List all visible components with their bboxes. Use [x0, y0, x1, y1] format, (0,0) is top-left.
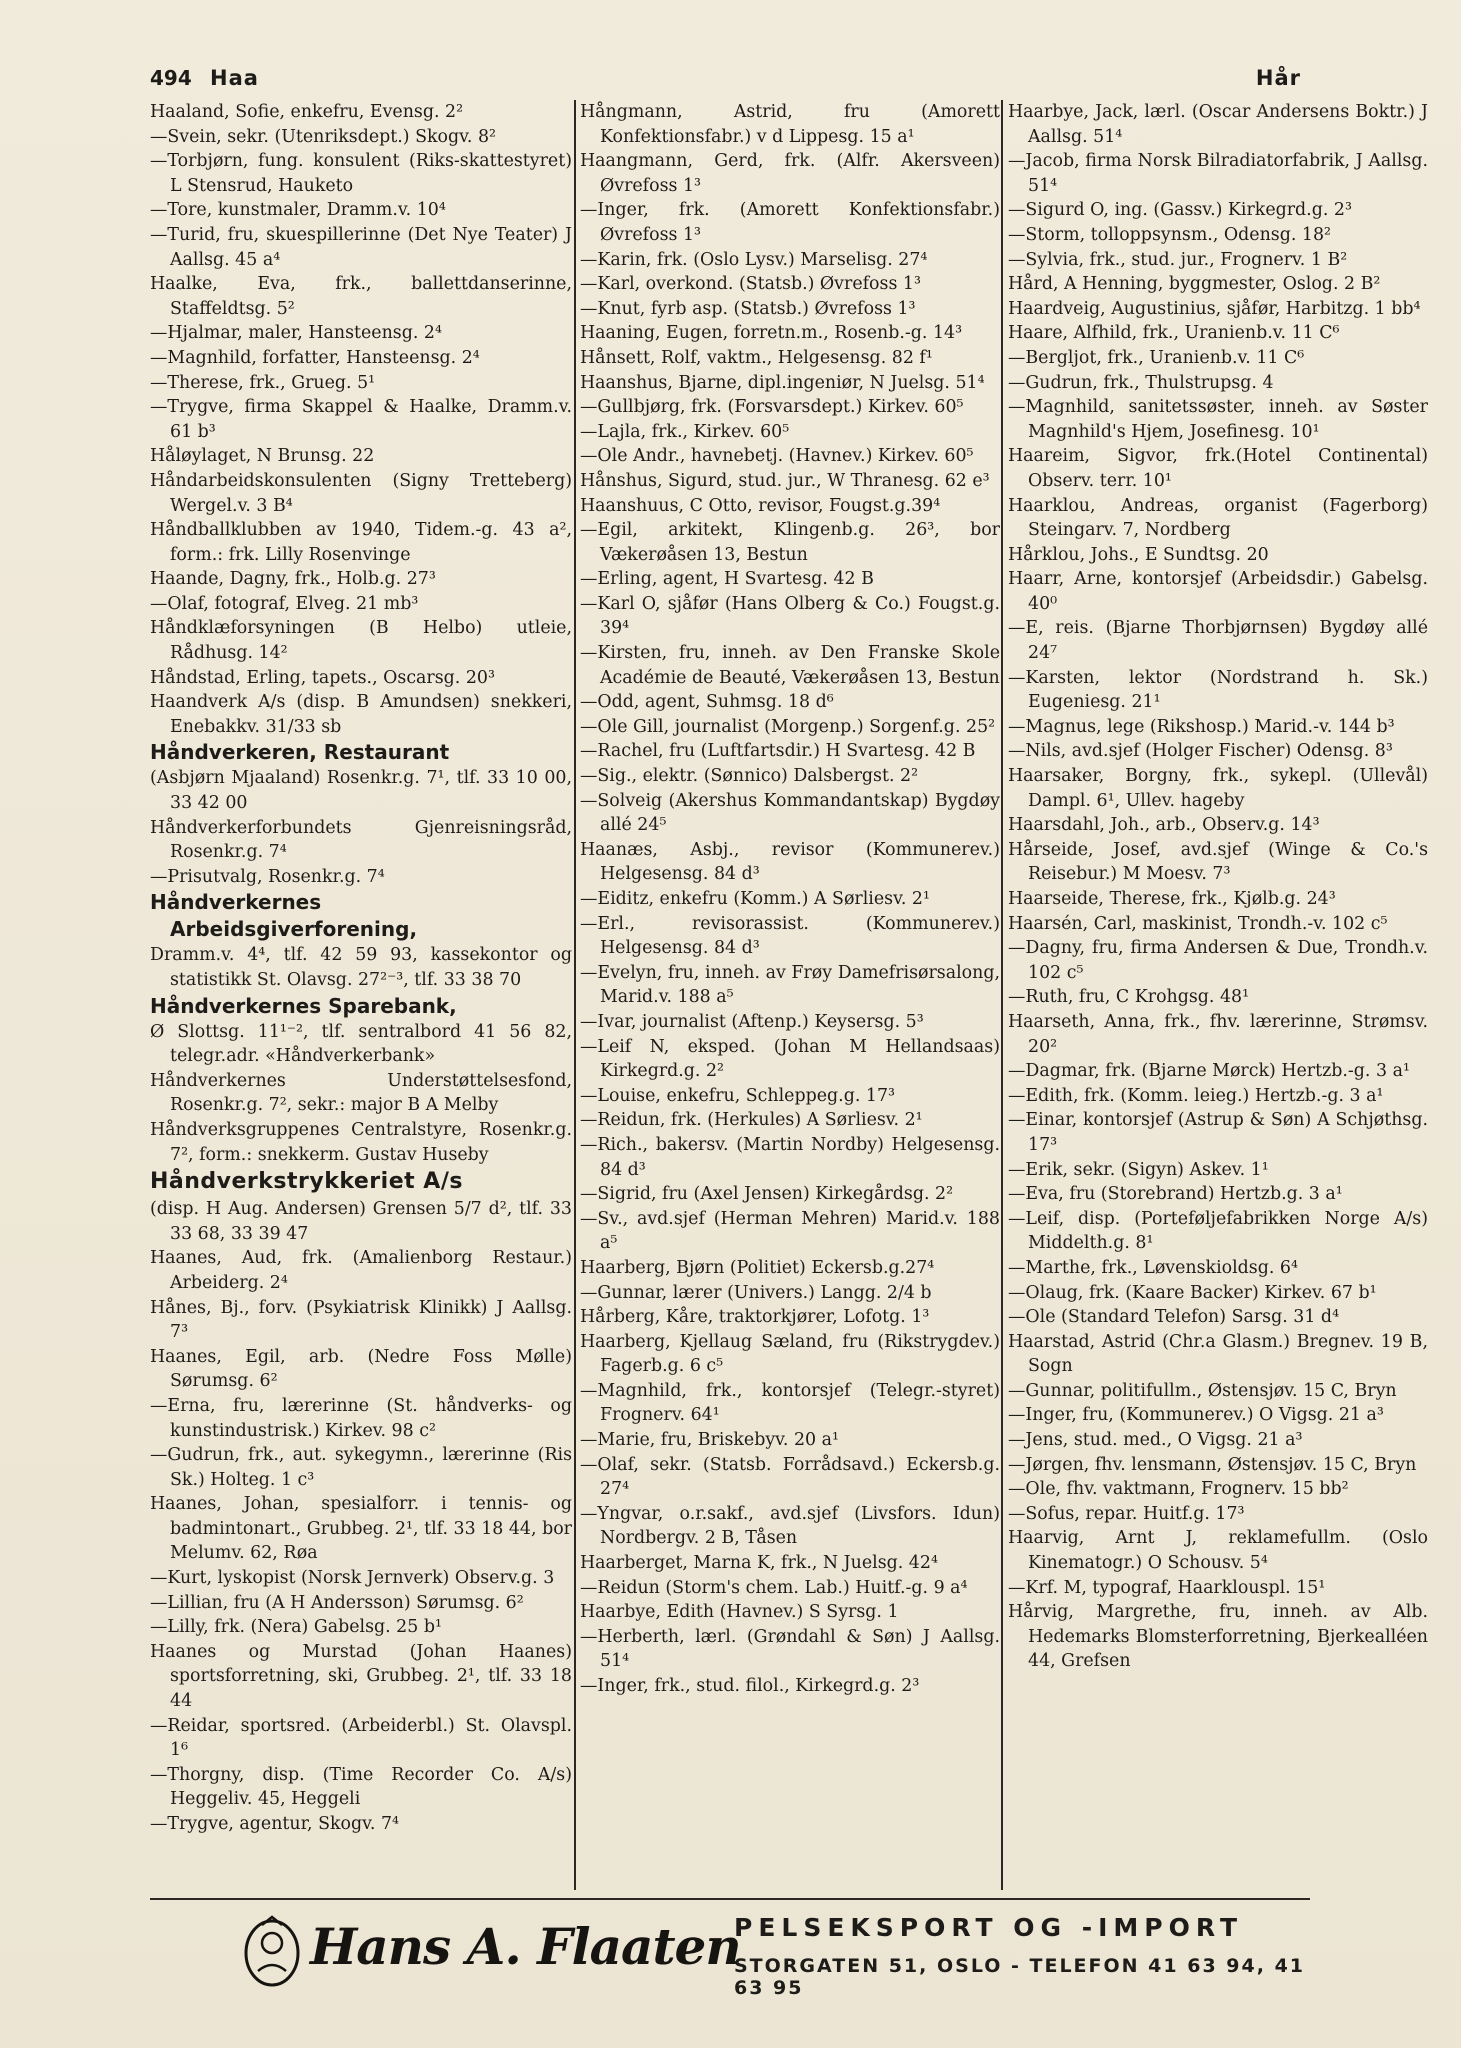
directory-entry: —Sigrid, fru (Axel Jensen) Kirkegårdsg. 2²: [580, 1184, 954, 1205]
directory-entry: —Karin, frk. (Oslo Lysv.) Marselisg. 27⁴: [580, 249, 928, 270]
directory-entry: Håndballklubben av 1940, Tidem.-g. 43 a², form.: frk. Lilly Rosenvinge: [150, 520, 572, 565]
directory-entry: —Tore, kunstmaler, Dramm.v. 10⁴: [150, 200, 446, 221]
directory-columns: [150, 100, 1428, 1895]
advertisement-tagline: PELSEKSPORT OG -IMPORT: [734, 1913, 1244, 1942]
directory-entry: Hård, A Henning, byggmester, Oslog. 2 B²: [1008, 274, 1381, 295]
directory-column-1: [150, 100, 572, 1895]
directory-entry: —Leif, disp. (Porteføljefabrikken Norge A/s) Middelth.g. 8¹: [1008, 1208, 1428, 1254]
directory-entry: —Ole Gill, journalist (Morgenp.) Sorgenf.g. 25²: [580, 716, 996, 737]
directory-entry: —Olaf, fotograf, Elveg. 21 mb³: [150, 593, 419, 614]
directory-entry: Haanes og Murstad (Johan Haanes) sportsforretning, ski, Grubbeg. 2¹, tlf. 33 18 44: [150, 1641, 572, 1712]
advertiser-name: Hans A. Flaaten: [310, 1917, 741, 1976]
directory-entry: —Lilly, frk. (Nera) Gabelsg. 25 b¹: [150, 1617, 442, 1638]
directory-entry: Håndstad, Erling, tapets., Oscarsg. 20³: [150, 667, 495, 688]
directory-entry: Dramm.v. 4⁴, tlf. 42 59 93, kassekontor og statistikk St. Olavsg. 27²⁻³, tlf. 33 38 70: [150, 945, 572, 990]
directory-entry: —Reidun (Storm's chem. Lab.) Huitf.-g. 9 a⁴: [580, 1577, 968, 1598]
directory-entry: —Inger, frk. (Amorett Konfektionsfabr.) Øvrefoss 1³: [580, 200, 1000, 245]
directory-entry: —Leif N, eksped. (Johan M Hellandsaas) Kirkegrd.g. 2²: [580, 1036, 1000, 1082]
directory-entry: —Karsten, lektor (Nordstrand h. Sk.) Eugeniesg. 21¹: [1008, 667, 1428, 713]
directory-entry: —Inger, fru, (Kommunerev.) O Vigsg. 21 a³: [1008, 1405, 1384, 1426]
directory-entry: —Erling, agent, H Svartesg. 42 B: [580, 569, 874, 590]
directory-entry: —Dagmar, frk. (Bjarne Mørck) Hertzb.-g. 3 a¹: [1008, 1061, 1410, 1082]
directory-entry: Haanes, Aud, frk. (Amalienborg Restaur.) Arbeiderg. 2⁴: [150, 1248, 572, 1293]
directory-entry: —Karl O, sjåfør (Hans Olberg & Co.) Fougst.g. 39⁴: [580, 593, 1000, 639]
directory-entry: —Therese, frk., Grueg. 5¹: [150, 372, 376, 393]
directory-entry: —Gudrun, frk., Thulstrupsg. 4: [1008, 372, 1274, 393]
directory-entry: —Torbjørn, fung. konsulent (Riks-skattestyret) L Stensrud, Hauketo: [150, 151, 572, 196]
directory-entry: Hånshus, Sigurd, stud. jur., W Thranesg. 62 e³: [580, 470, 990, 491]
directory-entry: —Eiditz, enkefru (Komm.) A Sørliesv. 2¹: [580, 889, 930, 909]
directory-entry: Haanshus, Bjarne, dipl.ingeniør, N Juelsg. 51⁴: [580, 372, 985, 393]
directory-entry: —Thorgny, disp. (Time Recorder Co. A/s) Heggeliv. 45, Heggeli: [150, 1764, 572, 1810]
directory-entry: Hårvig, Margrethe, fru, inneh. av Alb. Hedemarks Blomsterforretning, Bjerkealléen 44, Grefsen: [1008, 1602, 1428, 1672]
directory-heading: Håndverkeren, Restaurant: [150, 740, 450, 765]
directory-entry: Haarberget, Marna K, frk., N Juelsg. 42⁴: [580, 1553, 938, 1574]
directory-entry: —Trygve, firma Skappel & Haalke, Dramm.v. 61 b³: [150, 397, 572, 442]
directory-entry: —Lillian, fru (A H Andersson) Sørumsg. 6²: [150, 1592, 524, 1613]
directory-entry: Haarberg, Kjellaug Sæland, fru (Rikstrygdev.) Fagerb.g. 6 c⁵: [580, 1331, 1000, 1377]
directory-entry: —Olaug, frk. (Kaare Backer) Kirkev. 67 b¹: [1008, 1282, 1377, 1303]
directory-entry: Håndverksgruppenes Centralstyre, Rosenkr.g. 7², form.: snekkerm. Gustav Huseby: [150, 1119, 572, 1165]
directory-entry: Haalke, Eva, frk., ballettdanserinne, Staffeldtsg. 5²: [150, 274, 572, 319]
directory-heading: Håndverkernes Arbeidsgiverforening,: [150, 890, 418, 942]
directory-entry: —Marie, fru, Briskebyv. 20 a¹: [580, 1430, 839, 1451]
directory-entry: —Dagny, fru, firma Andersen & Due, Trondh.v. 102 c⁵: [1008, 938, 1428, 983]
directory-entry: —E, reis. (Bjarne Thorbjørnsen) Bygdøy allé 24⁷: [1008, 618, 1428, 664]
directory-entry: Hångmann, Astrid, fru (Amorett Konfektionsfabr.) v d Lippesg. 15 a¹: [580, 102, 1000, 147]
directory-entry: —Reidun, frk. (Herkules) A Sørliesv. 2¹: [580, 1110, 923, 1131]
directory-entry: Haarsaker, Borgny, frk., sykepl. (Ullevål) Dampl. 6¹, Ullev. hageby: [1008, 766, 1428, 811]
directory-entry: Håndarbeidskonsulenten (Signy Tretteberg) Wergel.v. 3 B⁴: [150, 470, 572, 516]
directory-entry: —Edith, frk. (Komm. leieg.) Hertzb.-g. 3 a¹: [1008, 1085, 1384, 1106]
directory-entry: —Einar, kontorsjef (Astrup & Søn) A Schjøthsg. 17³: [1008, 1110, 1428, 1155]
directory-entry: —Nils, avd.sjef (Holger Fischer) Odensg. 8³: [1008, 741, 1393, 762]
directory-entry: Haanæs, Asbj., revisor (Kommunerev.) Helgesensg. 84 d³: [580, 839, 1000, 885]
advertisement-address: STORGATEN 51, OSLO - TELEFON 41 63 94, 41 63 95: [734, 1955, 1306, 1999]
running-head: [150, 66, 1301, 96]
directory-entry: —Erna, fru, lærerinne (St. håndverks- og kunstindustrisk.) Kirkev. 98 c²: [150, 1395, 572, 1441]
directory-entry: —Olaf, sekr. (Statsb. Forrådsavd.) Eckersb.g. 27⁴: [580, 1454, 1000, 1500]
directory-entry: Haanes, Egil, arb. (Nedre Foss Mølle) Sørumsg. 6²: [150, 1346, 572, 1392]
directory-heading: Håndverkernes Sparebank,: [150, 993, 457, 1018]
directory-column-2: [580, 100, 1000, 1895]
directory-entry: —Inger, frk., stud. filol., Kirkegrd.g. 2³: [580, 1676, 920, 1696]
directory-entry: —Lajla, frk., Kirkev. 60⁵: [580, 421, 790, 442]
directory-entry: Hårseide, Josef, avd.sjef (Winge & Co.'s Reisebur.) M Moesv. 7³: [1008, 839, 1428, 885]
directory-entry: —Prisutvalg, Rosenkr.g. 7⁴: [150, 866, 385, 887]
directory-entry: —Louise, enkefru, Schleppeg.g. 17³: [580, 1085, 895, 1106]
directory-entry: Håndklæforsyningen (B Helbo) utleie, Rådhusg. 14²: [150, 618, 572, 664]
directory-entry: —Turid, fru, skuespillerinne (Det Nye Teater) J Aallsg. 45 a⁴: [150, 224, 572, 270]
directory-entry: (Asbjørn Mjaaland) Rosenkr.g. 7¹, tlf. 33 10 00, 33 42 00: [150, 768, 572, 814]
page-number: 494: [150, 66, 192, 90]
directory-entry: —Jørgen, fhv. lensmann, Østensjøv. 15 C, Bryn: [1008, 1454, 1417, 1475]
directory-entry: Haarsén, Carl, maskinist, Trondh.-v. 102 c⁵: [1008, 913, 1388, 934]
directory-entry: —Sofus, repar. Huitf.g. 17³: [1008, 1503, 1245, 1524]
directory-entry: Haarseth, Anna, frk., fhv. lærerinne, Strømsv. 20²: [1008, 1011, 1428, 1057]
directory-entry: Haaland, Sofie, enkefru, Evensg. 2²: [150, 102, 464, 122]
directory-entry: —Knut, fyrb asp. (Statsb.) Øvrefoss 1³: [580, 298, 916, 319]
directory-entry: —Storm, tolloppsynsm., Odensg. 18²: [1008, 224, 1331, 245]
directory-entry: —Gunnar, politifullm., Østensjøv. 15 C, Bryn: [1008, 1380, 1397, 1401]
directory-entry: —Magnus, lege (Rikshosp.) Marid.-v. 144 b³: [1008, 716, 1395, 737]
directory-entry: Hårklou, Johs., E Sundtsg. 20: [1008, 544, 1269, 565]
directory-entry: Haare, Alfhild, frk., Uranienb.v. 11 C⁶: [1008, 323, 1340, 344]
directory-entry: —Sig., elektr. (Sønnico) Dalsbergst. 2²: [580, 766, 919, 787]
directory-entry: —Trygve, agentur, Skogv. 7⁴: [150, 1814, 399, 1834]
directory-entry: Haarseide, Therese, frk., Kjølb.g. 24³: [1008, 889, 1336, 909]
directory-entry: —Ole (Standard Telefon) Sarsg. 31 d⁴: [1008, 1307, 1340, 1328]
directory-entry: —Erl., revisorassist. (Kommunerev.) Helgesensg. 84 d³: [580, 913, 1000, 959]
directory-entry: (disp. H Aug. Andersen) Grensen 5/7 d², tlf. 33 33 68, 33 39 47: [150, 1199, 572, 1244]
directory-entry: Haanes, Johan, spesialforr. i tennis- og badmintonart., Grubbeg. 2¹, tlf. 33 18 44, bor Melumv. 62, Røa: [150, 1494, 572, 1564]
directory-entry: Haardveig, Augustinius, sjåfør, Harbitzg. 1 bb⁴: [1008, 298, 1421, 319]
directory-entry: —Ole, fhv. vaktmann, Frognerv. 15 bb²: [1008, 1479, 1349, 1500]
directory-entry: Håndverkernes Understøttelsesfond, Rosenkr.g. 7², sekr.: major B A Melby: [150, 1070, 572, 1116]
directory-entry: —Gunnar, lærer (Univers.) Langg. 2/4 b: [580, 1282, 932, 1303]
directory-entry: —Evelyn, fru, inneh. av Frøy Damefrisørsalong, Marid.v. 188 a⁵: [580, 962, 1000, 1008]
directory-heading: Håndverkstrykkeriet A/s: [150, 1169, 463, 1195]
directory-entry: —Jacob, firma Norsk Bilradiatorfabrik, J Aallsg. 51⁴: [1008, 151, 1428, 196]
directory-entry: Haarsdahl, Joh., arb., Observ.g. 14³: [1008, 815, 1320, 836]
directory-entry: —Ruth, fru, C Krohgsg. 48¹: [1008, 987, 1250, 1008]
directory-entry: Håndverkerforbundets Gjenreisningsråd, Rosenkr.g. 7⁴: [150, 817, 572, 863]
directory-entry: Haarbye, Jack, lærl. (Oscar Andersens Boktr.) J Aallsg. 51⁴: [1008, 102, 1428, 147]
directory-entry: —Egil, arkitekt, Klingenb.g. 26³, bor Vækerøåsen 13, Bestun: [580, 520, 1000, 565]
directory-entry: Haareim, Sigvor, frk.(Hotel Continental) Observ. terr. 10¹: [1008, 446, 1428, 491]
directory-entry: Haarvig, Arnt J, reklamefullm. (Oslo Kinematogr.) O Schousv. 5⁴: [1008, 1528, 1428, 1574]
right-catchword: Hår: [1255, 66, 1301, 90]
directory-entry: —Gudrun, frk., aut. sykegymn., lærerinne (Ris Sk.) Holteg. 1 c³: [150, 1445, 572, 1490]
directory-entry: —Magnhild, forfatter, Hansteensg. 2⁴: [150, 347, 480, 368]
directory-entry: —Karl, overkond. (Statsb.) Øvrefoss 1³: [580, 274, 921, 295]
directory-entry: —Jens, stud. med., O Vigsg. 21 a³: [1008, 1430, 1303, 1451]
directory-entry: Haanshuus, C Otto, revisor, Fougst.g.39⁴: [580, 495, 941, 516]
directory-entry: —Eva, fru (Storebrand) Hertzb.g. 3 a¹: [1008, 1184, 1343, 1205]
directory-entry: Haarbye, Edith (Havnev.) S Syrsg. 1: [580, 1602, 899, 1623]
directory-entry: Haarr, Arne, kontorsjef (Arbeidsdir.) Gabelsg. 40⁰: [1008, 569, 1428, 614]
directory-entry: Haandverk A/s (disp. B Amundsen) snekkeri, Enebakkv. 31/33 sb: [150, 692, 572, 737]
directory-entry: —Sigurd O, ing. (Gassv.) Kirkegrd.g. 2³: [1008, 200, 1352, 221]
directory-entry: —Sv., avd.sjef (Herman Mehren) Marid.v. 188 a⁵: [580, 1208, 1000, 1254]
directory-entry: —Hjalmar, maler, Hansteensg. 2⁴: [150, 323, 442, 344]
directory-entry: Haarklou, Andreas, organist (Fagerborg) Steingarv. 7, Nordberg: [1008, 495, 1428, 541]
directory-entry: —Odd, agent, Suhmsg. 18 d⁶: [580, 692, 834, 713]
footer-divider: [150, 1898, 1310, 1900]
directory-entry: Haarberg, Bjørn (Politiet) Eckersb.g.27⁴: [580, 1257, 935, 1278]
directory-entry: Haarstad, Astrid (Chr.a Glasm.) Bregnev. 19 B, Sogn: [1008, 1331, 1428, 1377]
directory-entry: Hånsett, Rolf, vaktm., Helgesensg. 82 f¹: [580, 347, 933, 368]
directory-entry: —Rich., bakersv. (Martin Nordby) Helgesensg. 84 d³: [580, 1134, 1000, 1180]
directory-entry: —Erik, sekr. (Sigyn) Askev. 1¹: [1008, 1159, 1269, 1180]
directory-entry: —Svein, sekr. (Utenriksdept.) Skogv. 8²: [150, 126, 497, 147]
directory-entry: —Magnhild, sanitetssøster, inneh. av Søster Magnhild's Hjem, Josefinesg. 10¹: [1008, 397, 1428, 442]
directory-entry: Ø Slottsg. 11¹⁻², tlf. sentralbord 41 56 82, telegr.adr. «Håndverkerbank»: [150, 1021, 572, 1067]
directory-entry: —Herberth, lærl. (Grøndahl & Søn) J Aallsg. 51⁴: [580, 1626, 1000, 1672]
directory-column-3: [1008, 100, 1428, 1895]
crest-icon: [240, 1913, 304, 1991]
left-catchword: Haa: [210, 66, 259, 90]
directory-entry: —Ole Andr., havnebetj. (Havnev.) Kirkev. 60⁵: [580, 446, 974, 467]
directory-entry: Haande, Dagny, frk., Holb.g. 27³: [150, 569, 436, 590]
directory-entry: —Gullbjørg, frk. (Forsvarsdept.) Kirkev. 60⁵: [580, 397, 964, 418]
directory-entry: —Yngvar, o.r.sakf., avd.sjef (Livsfors. Idun) Nordbergv. 2 B, Tåsen: [580, 1503, 1000, 1549]
advertisement-banner: [150, 1905, 1310, 2015]
directory-entry: Haangmann, Gerd, frk. (Alfr. Akersveen) Øvrefoss 1³: [580, 151, 1000, 196]
directory-entry: Hånes, Bj., forv. (Psykiatrisk Klinikk) J Aallsg. 7³: [150, 1297, 572, 1343]
directory-entry: Haaning, Eugen, forretn.m., Rosenb.-g. 14³: [580, 323, 963, 344]
directory-entry: —Ivar, journalist (Aftenp.) Keysersg. 5³: [580, 1011, 924, 1032]
directory-entry: —Kurt, lyskopist (Norsk Jernverk) Observ.g. 3: [150, 1568, 555, 1589]
directory-entry: —Rachel, fru (Luftfartsdir.) H Svartesg. 42 B: [580, 741, 976, 762]
directory-entry: —Bergljot, frk., Uranienb.v. 11 C⁶: [1008, 347, 1305, 368]
directory-entry: —Reidar, sportsred. (Arbeiderbl.) St. Olavspl. 1⁶: [150, 1715, 572, 1761]
directory-entry: —Kirsten, fru, inneh. av Den Franske Skole Académie de Beauté, Vækerøåsen 13, Bestun: [580, 643, 1000, 688]
directory-entry: —Marthe, frk., Løvenskioldsg. 6⁴: [1008, 1257, 1298, 1278]
directory-entry: —Solveig (Akershus Kommandantskap) Bygdøy allé 24⁵: [580, 790, 1000, 836]
directory-entry: —Sylvia, frk., stud. jur., Frognerv. 1 B²: [1008, 249, 1348, 270]
directory-entry: Hårberg, Kåre, traktorkjører, Lofotg. 1³: [580, 1307, 930, 1328]
directory-entry: —Krf. M, typograf, Haarklouspl. 15¹: [1008, 1577, 1326, 1598]
directory-entry: Håløylaget, N Brunsg. 22: [150, 446, 375, 467]
directory-entry: —Magnhild, frk., kontorsjef (Telegr.-styret) Frognerv. 64¹: [580, 1380, 1000, 1426]
